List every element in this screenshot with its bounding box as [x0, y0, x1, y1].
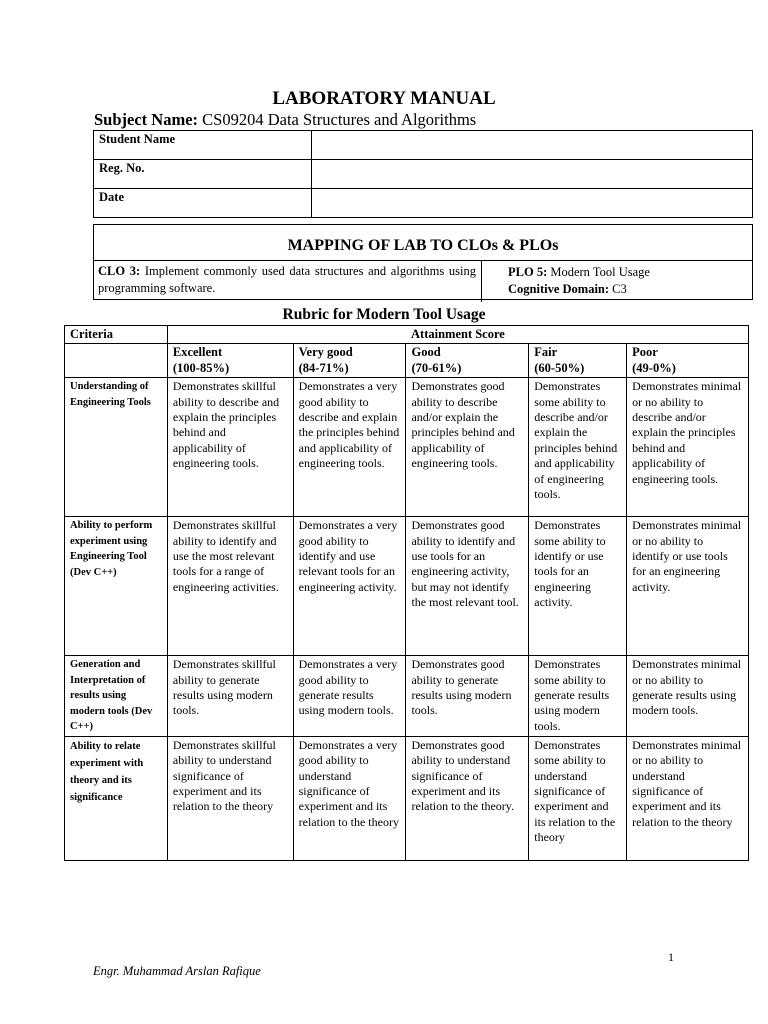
level-poor: Poor (49-0%): [627, 344, 749, 378]
rubric-cell: Demonstrates minimal or no ability to understand significance of experiment and its relation to the theory: [627, 736, 749, 860]
subject-label: Subject Name:: [94, 110, 199, 129]
plo-label: PLO 5:: [508, 265, 548, 279]
rubric-cell: Demonstrates a very good ability to describe and explain the principles behind and applicability of engineering tools.: [293, 378, 406, 517]
rubric-cell: Demonstrates some ability to identify or use tools for an engineering activity.: [529, 517, 627, 656]
domain-value: C3: [612, 282, 627, 296]
rubric-levels-row: [65, 344, 749, 378]
mapping-divider: [481, 261, 482, 302]
clo-description: [98, 263, 476, 297]
reg-no-field[interactable]: [312, 160, 753, 189]
rubric-row: [65, 736, 749, 860]
rubric-cell: Demonstrates some ability to understand significance of experiment and its relation to the theory: [529, 736, 627, 860]
rubric-cell: Demonstrates minimal or no ability to describe and/or explain the principles behind and applicability of engineering tools.: [627, 378, 749, 517]
clo-plo-mapping-box: [93, 224, 753, 300]
date-field[interactable]: [312, 189, 753, 218]
rubric-table: [64, 325, 749, 861]
rubric-cell: Demonstrates some ability to generate results using modern tools.: [529, 656, 627, 737]
rubric-cell: Demonstrates skillful ability to generate results using modern tools.: [167, 656, 293, 737]
rubric-row: [65, 378, 749, 517]
domain-label: Cognitive Domain:: [508, 282, 610, 296]
criteria-cell: Generation and Interpretation of results using modern tools (Dev C++): [65, 656, 168, 737]
rubric-row: [65, 656, 749, 737]
level-fair: Fair (60-50%): [529, 344, 627, 378]
page-number: 1: [668, 950, 674, 964]
student-name-field[interactable]: [312, 131, 753, 160]
domain-line: [508, 281, 650, 298]
level-good: Good (70-61%): [406, 344, 529, 378]
mapping-content: [93, 260, 753, 302]
levels-blank-cell: [65, 344, 168, 378]
rubric-cell: Demonstrates good ability to understand significance of experiment and its relation to the theory.: [406, 736, 529, 860]
reg-no-label: Reg. No.: [94, 160, 312, 189]
rubric-cell: Demonstrates good ability to identify and use tools for an engineering activity, but may not identify the most relevant tool.: [406, 517, 529, 656]
info-row: [94, 189, 753, 218]
plo-line: [508, 264, 650, 281]
footer-author: Engr. Muhammad Arslan Rafique: [93, 964, 261, 978]
clo-text: Implement commonly used data structures and algorithms using programming software.: [98, 264, 477, 295]
mapping-title: MAPPING OF LAB TO CLOs & PLOs: [287, 237, 559, 254]
criteria-header: Criteria: [65, 326, 168, 344]
level-excellent: Excellent (100-85%): [167, 344, 293, 378]
criteria-cell: Ability to perform experiment using Engineering Tool (Dev C++): [65, 517, 168, 656]
rubric-cell: Demonstrates a very good ability to understand significance of experiment and its relation to the theory: [293, 736, 406, 860]
rubric-cell: Demonstrates some ability to describe and/or explain the principles behind and applicability of engineering tools.: [529, 378, 627, 517]
rubric-row: [65, 517, 749, 656]
student-name-label: Student Name: [94, 131, 312, 160]
date-label: Date: [94, 189, 312, 218]
student-info-table: [93, 130, 753, 218]
plo-description: [508, 264, 650, 298]
subject-value: CS09204 Data Structures and Algorithms: [202, 110, 477, 129]
level-very-good: Very good (84-71%): [293, 344, 406, 378]
criteria-cell: Ability to relate experiment with theory and its significance: [65, 736, 168, 860]
rubric-cell: Demonstrates skillful ability to understand significance of experiment and its relation to the theory: [167, 736, 293, 860]
rubric-cell: Demonstrates minimal or no ability to identify or use tools for an engineering activity.: [627, 517, 749, 656]
rubric-cell: Demonstrates good ability to describe and/or explain the principles behind and applicability of engineering tools.: [406, 378, 529, 517]
rubric-cell: Demonstrates good ability to generate results using modern tools.: [406, 656, 529, 737]
info-row: [94, 131, 753, 160]
rubric-title: Rubric for Modern Tool Usage: [282, 306, 486, 323]
subject-line: [94, 110, 476, 130]
criteria-cell: Understanding of Engineering Tools: [65, 378, 168, 517]
clo-label: CLO 3:: [98, 264, 141, 278]
rubric-cell: Demonstrates skillful ability to describe and explain the principles behind and applicability of engineering tools.: [167, 378, 293, 517]
attainment-header: Attainment Score: [167, 326, 748, 344]
rubric-cell: Demonstrates minimal or no ability to generate results using modern tools.: [627, 656, 749, 737]
info-row: [94, 160, 753, 189]
rubric-header-row: [65, 326, 749, 344]
rubric-cell: Demonstrates skillful ability to identify and use the most relevant tools for a range of engineering activities.: [167, 517, 293, 656]
plo-text: Modern Tool Usage: [550, 265, 650, 279]
page-title: LABORATORY MANUAL: [272, 88, 496, 109]
rubric-cell: Demonstrates a very good ability to identify and use relevant tools for an engineering activity.: [293, 517, 406, 656]
rubric-cell: Demonstrates a very good ability to generate results using modern tools.: [293, 656, 406, 737]
